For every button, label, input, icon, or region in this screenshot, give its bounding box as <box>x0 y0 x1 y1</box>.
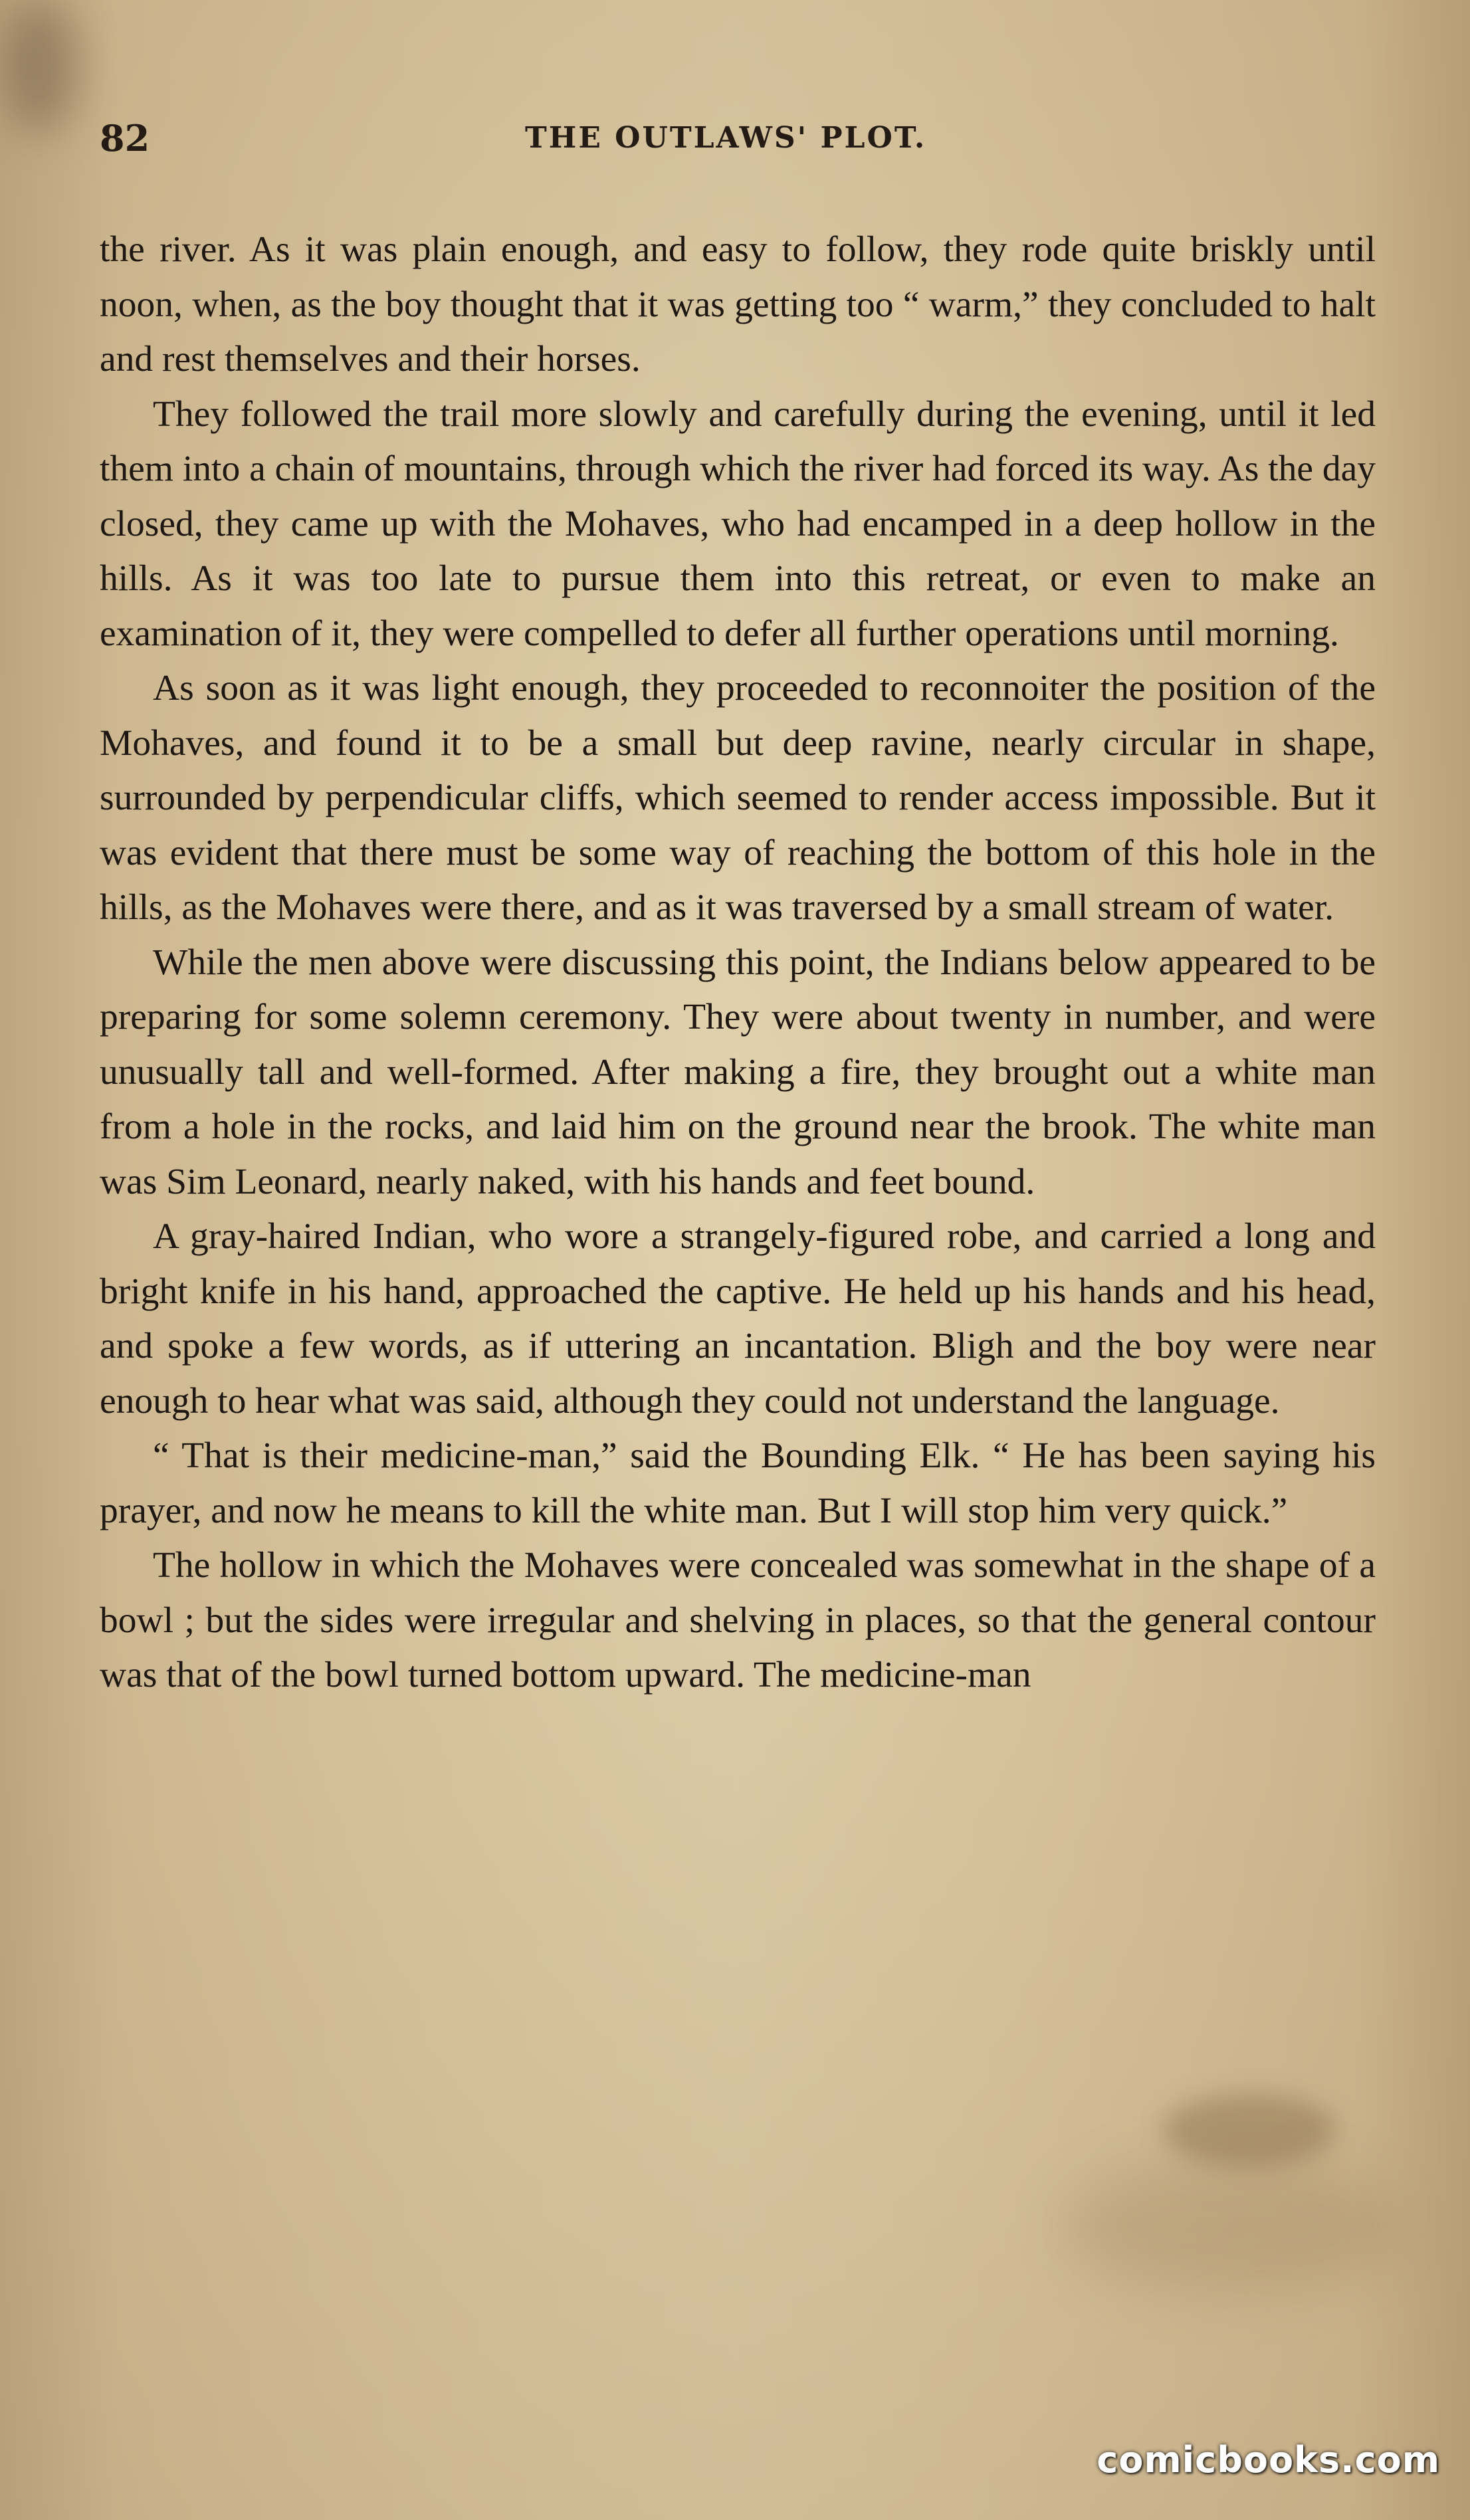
paragraph: The hollow in which the Mohaves were concealed was somewhat in the shape of a bowl ; but the sides were irregular and shelving in places, so that the general contour was that of the bowl turned bottom upward. The medicine-man <box>100 1545 1376 1695</box>
page-stain <box>1063 2160 1396 2293</box>
page-stain <box>1163 2093 1336 2166</box>
paragraph: A gray-haired Indian, who wore a strangely-figured robe, and carried a long and bright knife in his hand, approached the captive. He held up his hands and his head, and spoke a few words, as if uttering an incantation. Bligh and the boy were near enough to hear what was said, although they could not understand the language. <box>100 1216 1376 1421</box>
watermark: comicbooks.com <box>1097 2439 1440 2481</box>
body-text <box>100 223 1376 1703</box>
paragraph: They followed the trail more slowly and carefully during the evening, until it led them into a chain of mountains, through which the river had forced its way. As the day closed, they came up with the Mohaves, who had encamped in a deep hollow in the hills. As it was too late to pursue them into this retreat, or even to make an examination of it, they were compelled to defer all further operations until morning. <box>100 393 1376 654</box>
page-number: 82 <box>100 117 150 159</box>
page-stain <box>0 0 80 133</box>
paragraph: While the men above were discussing this point, the Indians below appeared to be preparing for some solemn ceremony. They were about twenty in number, and were unusually tall and well-formed. After making a fire, they brought out a white man from a hole in the rocks, and laid him on the ground near the brook. The white man was Sim Leonard, nearly naked, with his hands and feet bound. <box>100 942 1376 1202</box>
running-title: THE OUTLAWS' PLOT. <box>525 121 927 155</box>
paragraph: the river. As it was plain enough, and easy to follow, they rode quite briskly until noon, when, as the boy thought that it was getting too “ warm,” they concluded to halt and rest themselves and their horses. <box>100 229 1376 379</box>
running-head <box>100 112 1376 165</box>
paragraph: “ That is their medicine-man,” said the Bounding Elk. “ He has been saying his prayer, and now he means to kill the white man. But I will stop him very quick.” <box>100 1435 1376 1531</box>
paragraph: As soon as it was light enough, they proceeded to reconnoiter the position of the Mohaves, and found it to be a small but deep ravine, nearly circular in shape, surrounded by perpendicular cliffs, which seemed to render access impossible. But it was evident that there must be some way of reaching the bottom of this hole in the hills, as the Mohaves were there, and as it was traversed by a small stream of water. <box>100 668 1376 928</box>
